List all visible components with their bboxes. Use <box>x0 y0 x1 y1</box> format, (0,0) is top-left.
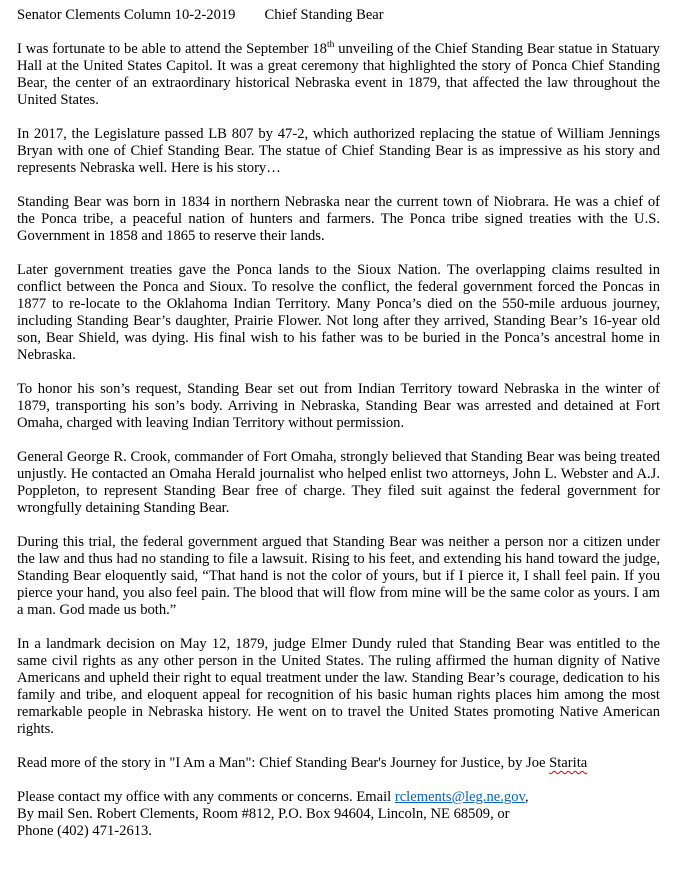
misspelled-word: Starita <box>549 755 588 771</box>
paragraph-trial: During this trial, the federal government argued that Standing Bear was neither a person nor a citizen under the law and thus had no standing to file a lawsuit. Rising to his feet, and extending his hand toward the judge, Standing Bear eloquently said, “That hand is not the color of yours, but if I pierce it, I shall feel pain. If you pierce your hand, you also feel pain. The blood that will flow from mine will be the same color as yours. I am a man. God made us both.” <box>17 534 660 618</box>
email-link[interactable]: rclements@leg.ne.gov <box>394 789 525 805</box>
document-title-line <box>17 7 660 24</box>
paragraph-legislature: In 2017, the Legislature passed LB 807 by 47-2, which authorized replacing the statue of William Jennings Bryan with one of Chief Standing Bear. The statue of Chief Standing Bear is as impressive as his story and represents Nebraska well. Here is his story… <box>17 126 660 176</box>
paragraph-intro-text: I was fortunate to be able to attend the September 18 <box>17 41 327 57</box>
contact-email-trail: , <box>524 789 529 805</box>
paragraph-intro <box>17 41 660 109</box>
contact-line-phone: Phone (402) 471-2613. <box>17 823 152 839</box>
ordinal-superscript: th <box>326 40 335 51</box>
document-body <box>17 7 660 840</box>
contact-email-lead: Please contact my office with any comments or concerns. Email <box>17 789 395 805</box>
paragraph-contact <box>17 789 660 840</box>
contact-line-mail: By mail Sen. Robert Clements, Room #812, P.O. Box 94604, Lincoln, NE 68509, or <box>17 806 510 822</box>
paragraph-crook: General George R. Crook, commander of Fort Omaha, strongly believed that Standing Bear was being treated unjustly. He contacted an Omaha Herald journalist who helped enlist two attorneys, John L. Webster and A.J. Poppleton, to represent Standing Bear free of charge. They filed suit against the federal government for wrongfully detaining Standing Bear. <box>17 449 660 516</box>
column-title: Senator Clements Column 10-2-2019 <box>17 7 236 23</box>
article-title: Chief Standing Bear <box>264 7 384 23</box>
paragraph-birth: Standing Bear was born in 1834 in northern Nebraska near the current town of Niobrara. He was a chief of the Ponca tribe, a peaceful nation of hunters and farmers. The Ponca tribe signed treaties with the U.S. Government in 1858 and 1865 to reserve their lands. <box>17 194 660 244</box>
contact-line-email <box>17 789 660 806</box>
paragraph-intro-text-continued: unveiling of the Chief Standing Bear statue in Statuary Hall at the United States Capitol. It was a great ceremony that highlighted the story of Ponca Chief Standing Bear, the center of an extraordinary historical Nebraska event in 1879, that affected the law throughout the United States. <box>17 41 660 108</box>
paragraph-read-more <box>17 755 660 772</box>
paragraph-ruling: In a landmark decision on May 12, 1879, judge Elmer Dundy ruled that Standing Bear was entitled to the same civil rights as any other person in the United States. The ruling affirmed the human dignity of Native Americans and upheld their right to equal treatment under the law. Standing Bear’s courage, dedication to his family and tribe, and eloquent appeal for recognition of his basic human rights places him among the most remarkable people in Nebraska history. He went on to travel the United States promoting Native American rights. <box>17 636 660 737</box>
paragraph-journey: To honor his son’s request, Standing Bear set out from Indian Territory toward Nebraska in the winter of 1879, transporting his son’s body. Arriving in Nebraska, Standing Bear was arrested and detained at Fort Omaha, charged with leaving Indian Territory without permission. <box>17 381 660 431</box>
read-more-text: Read more of the story in "I Am a Man": Chief Standing Bear's Journey for Justice, by Joe <box>17 755 550 771</box>
paragraph-relocation: Later government treaties gave the Ponca lands to the Sioux Nation. The overlapping claims resulted in conflict between the Ponca and Sioux. To resolve the conflict, the federal government forced the Poncas in 1877 to re-locate to the Oklahoma Indian Territory. Many Ponca’s died on the 550-mile arduous journey, including Standing Bear’s daughter, Prairie Flower. Not long after they arrived, Standing Bear’s 16-year old son, Bear Shield, was dying. His final wish to his father was to be buried in the Ponca’s ancestral home in Nebraska. <box>17 262 660 363</box>
